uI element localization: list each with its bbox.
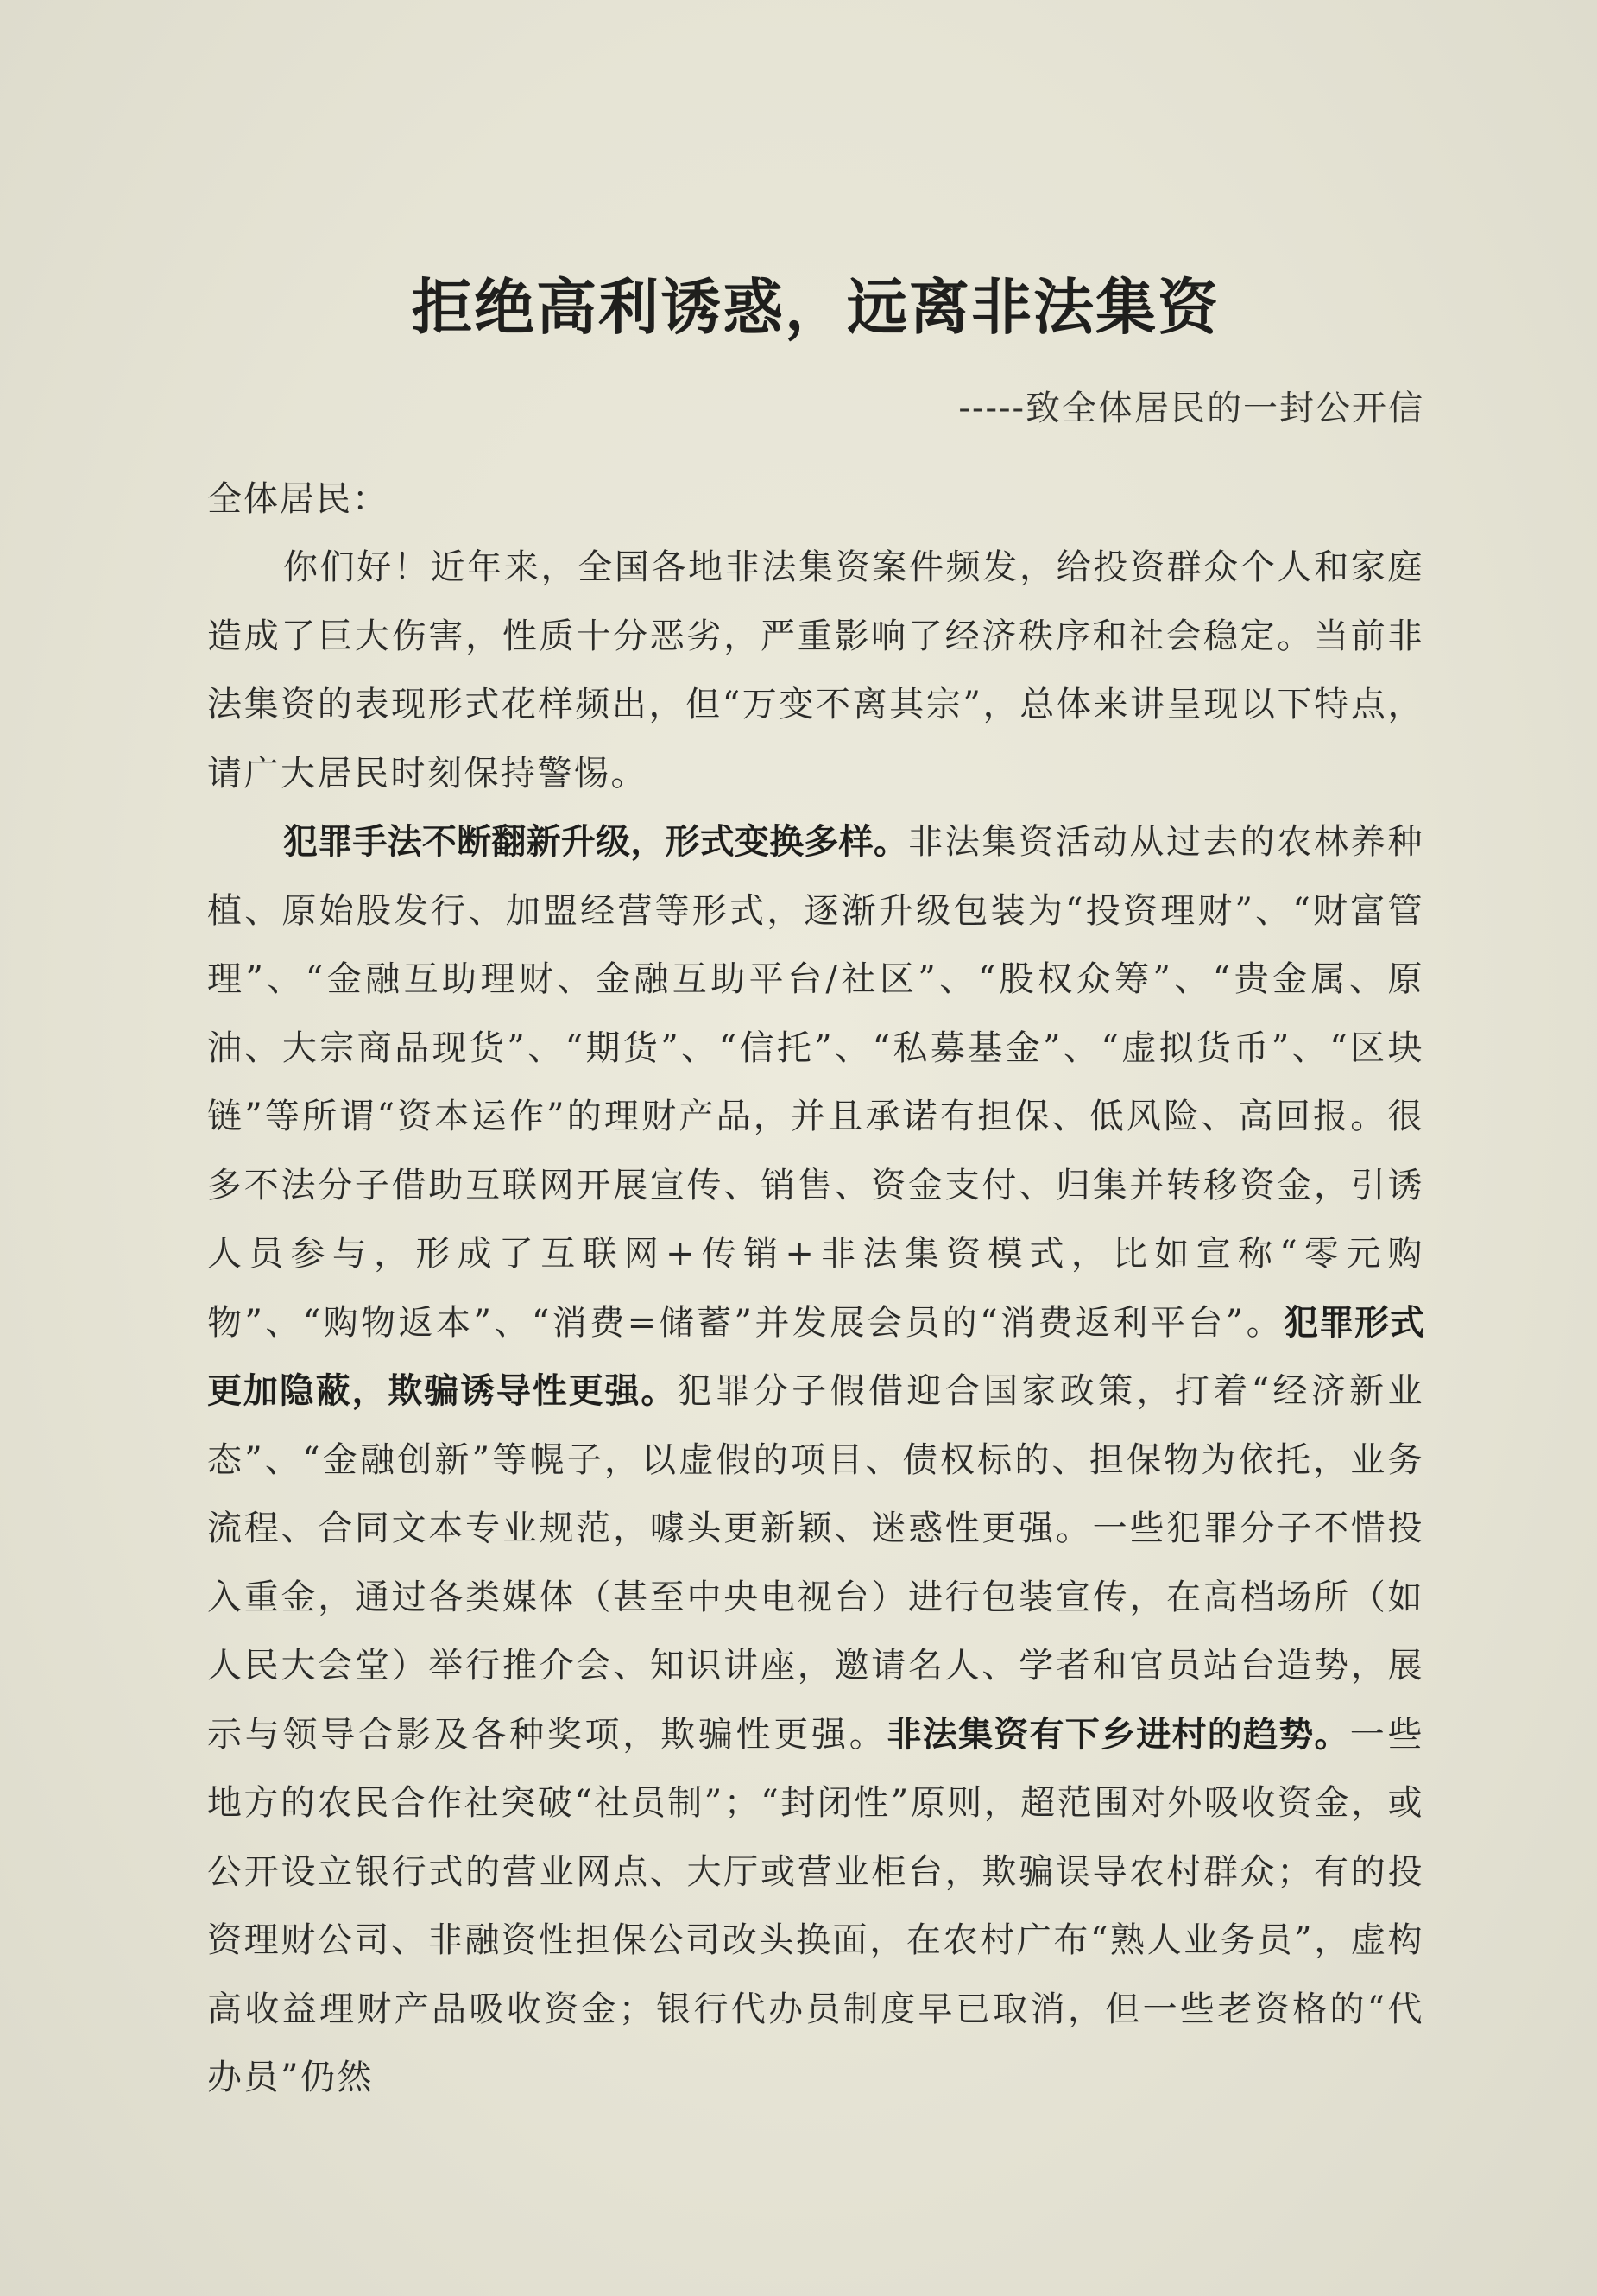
point3-text: 一些地方的农民合作社突破“社员制”；“封闭性”原则，超范围对外吸收资金，或公开设立银行式的营业网点、大厅或营业柜台，欺骗误导农村群众；有的投资理财公司、非融资性担保公司改头换面，在农村广布“熟人业务员”，虚构高收益理财产品吸收资金；银行代办员制度早已取消，但一些老资格的“代办员”仍然	[207, 1714, 1424, 2097]
point2-heading: 犯罪形式更加隐蔽，欺骗诱导性更强。	[207, 1302, 1424, 1411]
point3-heading: 非法集资有下乡进村的趋势。	[887, 1714, 1350, 1755]
letter-title: 拒绝高利诱惑，远离非法集资	[412, 272, 1220, 343]
main-paragraph	[207, 808, 1424, 2113]
letter-subtitle: -----致全体居民的一封公开信	[958, 389, 1424, 428]
point2-text: 犯罪分子假借迎合国家政策，打着“经济新业态”、“金融创新”等幌子，以虚假的项目、债权标的、担保物为依托，业务流程、合同文本专业规范，噱头更新颖、迷惑性更强。一些犯罪分子不惜投入重金，通过各类媒体（甚至中央电视台）进行包装宣传，在高档场所（如人民大会堂）举行推介会、知识讲座，邀请名人、学者和官员站台造势，展示与领导合影及各种奖项，欺骗性更强。	[207, 1371, 1425, 1755]
point1-text: 非法集资活动从过去的农林养种植、原始股发行、加盟经营等形式，逐渐升级包装为“投资理财”、“财富管理”、“金融互助理财、金融互助平台/社区”、“股权众筹”、“贵金属、原油、大宗商品现货”、“期货”、“信托”、“私募基金”、“虚拟货币”、“区块链”等所谓“资本运作”的理财产品，并且承诺有担保、低风险、高回报。很多不法分子借助互联网开展宣传、销售、资金支付、归集并转移资金，引诱人员参与，形成了互联网+传销+非法集资模式，比如宣称“零元购物”、“购物返本”、“消费=储蓄”并发展会员的“消费返利平台”。	[207, 822, 1425, 1343]
salutation: 全体居民：	[207, 479, 388, 519]
letter-page	[207, 259, 1424, 2113]
intro-paragraph: 你们好！近年来，全国各地非法集资案件频发，给投资群众个人和家庭造成了巨大伤害，性质十分恶劣，严重影响了经济秩序和社会稳定。当前非法集资的表现形式花样频出，但“万变不离其宗”，总体来讲呈现以下特点，请广大居民时刻保持警惕。	[207, 547, 1424, 794]
point1-heading: 犯罪手法不断翻新升级，形式变换多样。	[283, 822, 909, 862]
